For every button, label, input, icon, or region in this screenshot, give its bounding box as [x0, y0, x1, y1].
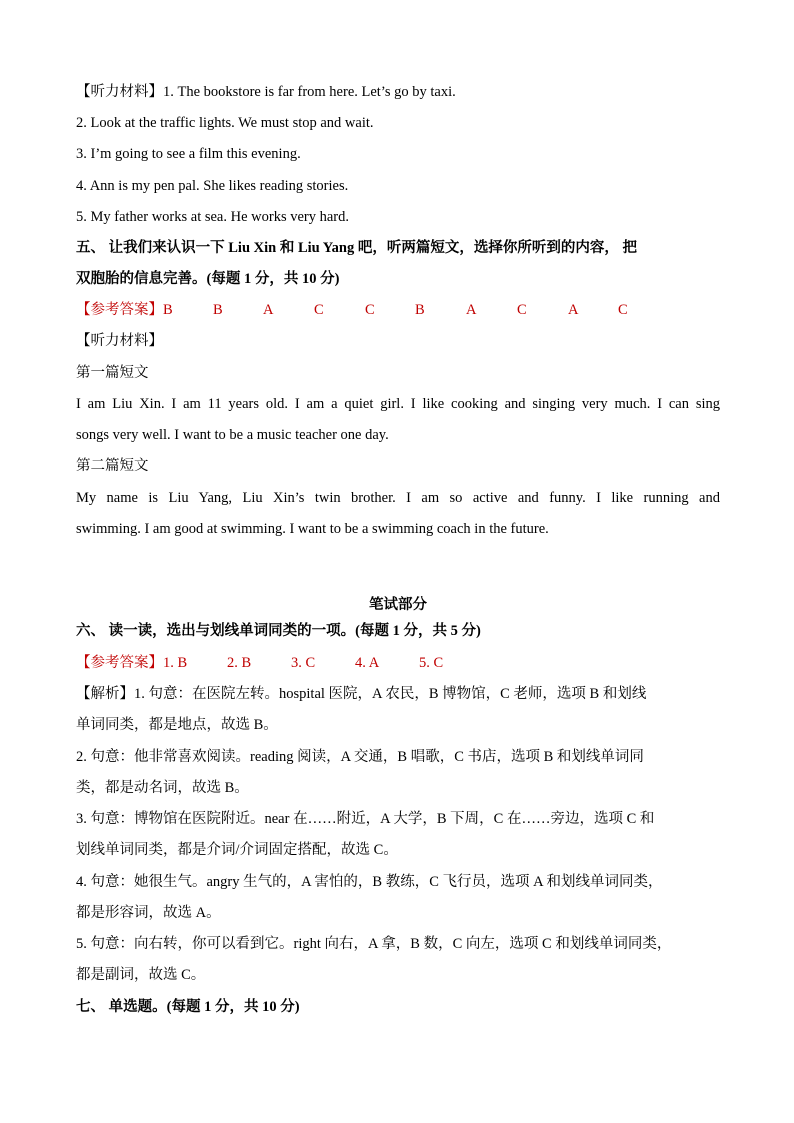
analysis-item-3-line2: 划线单词同类，都是介词/介词固定搭配，故选 C。: [76, 842, 398, 858]
analysis-item-1-line2: 单词同类，都是地点，故选 B。: [76, 717, 278, 733]
analysis-item-4-line1: 4. 句意：她很生气。angry 生气的，A 害怕的，B 教练，C 飞行员，选项 A 和划线单词同类，: [76, 874, 663, 890]
analysis-item-2-line1: 2. 句意：他非常喜欢阅读。reading 阅读，A 交通，B 唱歌，C 书店，选项 B 和划线单词同: [76, 749, 644, 765]
analysis-tag: 【解析】: [76, 686, 134, 702]
passage1-title: 第一篇短文: [76, 365, 149, 381]
answer-7: A: [466, 302, 477, 318]
listening-sentence-3: 3. I’m going to see a film this evening.: [76, 146, 301, 162]
analysis-item-5-line1: 5. 句意：向右转，你可以看到它。right 向右，A 拿，B 数，C 向左，选项 C 和划线单词同类，: [76, 936, 672, 952]
passage1-line2: songs very well. I want to be a music teacher one day.: [76, 427, 389, 443]
passage2-line1: My name is Liu Yang, Liu Xin’s twin brother. I am so active and funny. I like running and: [76, 490, 720, 506]
section6-title: 六、 读一读，选出与划线单词同类的一项。(每题 1 分，共 5 分): [76, 623, 481, 639]
analysis-item-5-line2: 都是副词，故选 C。: [76, 967, 206, 983]
s6-answer-1: 1. B: [163, 655, 188, 671]
section5-answer-line: [76, 299, 628, 321]
answer-8: C: [517, 302, 527, 318]
passage1-line1: I am Liu Xin. I am 11 years old. I am a quiet girl. I like cooking and singing very much. I can sing: [76, 396, 720, 412]
analysis-item-1-text: 1. 句意：在医院左转。hospital 医院，A 农民，B 博物馆，C 老师，选项 B 和划线: [134, 686, 647, 702]
answer-3: A: [263, 302, 274, 318]
s6-answer-3: 3. C: [291, 655, 316, 671]
passage2-line2: swimming. I am good at swimming. I want to be a swimming coach in the future.: [76, 521, 549, 537]
s6-answer-4: 4. A: [355, 655, 380, 671]
answer-2: B: [213, 302, 223, 318]
analysis-item-2-line2: 类，都是动名词，故选 B。: [76, 780, 249, 796]
section5-title-line1: 五、 让我们来认识一下 Liu Xin 和 Liu Yang 吧，听两篇短文，选择你所听到的内容， 把: [76, 240, 637, 256]
passage2-title: 第二篇短文: [76, 458, 149, 474]
section6-answer-line: [76, 652, 443, 674]
listening-sentence-1: 1. The bookstore is far from here. Let’s go by taxi.: [163, 84, 456, 100]
answer-6: B: [415, 302, 425, 318]
s6-answer-5: 5. C: [419, 655, 444, 671]
section5-material-tag: 【听力材料】: [76, 333, 163, 349]
answer-9: A: [568, 302, 579, 318]
listening-sentence-2: 2. Look at the traffic lights. We must stop and wait.: [76, 115, 374, 131]
answer-4: C: [314, 302, 324, 318]
section5-answer-tag: 【参考答案】: [76, 302, 163, 318]
answer-10: C: [618, 302, 628, 318]
section6-answer-tag: 【参考答案】: [76, 655, 163, 671]
section5-title-line2: 双胞胎的信息完善。(每题 1 分，共 10 分): [76, 271, 340, 287]
written-part-title: 笔试部分: [369, 597, 427, 613]
answer-5: C: [365, 302, 375, 318]
section7-title: 七、 单选题。(每题 1 分，共 10 分): [76, 999, 300, 1015]
analysis-item-1-line1: [76, 683, 646, 705]
listening-sentence-4: 4. Ann is my pen pal. She likes reading stories.: [76, 178, 349, 194]
listening-material-line-1: [76, 81, 456, 103]
analysis-item-3-line1: 3. 句意：博物馆在医院附近。near 在……附近，A 大学，B 下周，C 在……旁边，选项 C 和: [76, 811, 655, 827]
analysis-item-4-line2: 都是形容词，故选 A。: [76, 905, 221, 921]
listening-sentence-5: 5. My father works at sea. He works very hard.: [76, 209, 350, 225]
listening-material-tag: 【听力材料】: [76, 84, 163, 100]
answer-1: B: [163, 302, 173, 318]
s6-answer-2: 2. B: [227, 655, 252, 671]
